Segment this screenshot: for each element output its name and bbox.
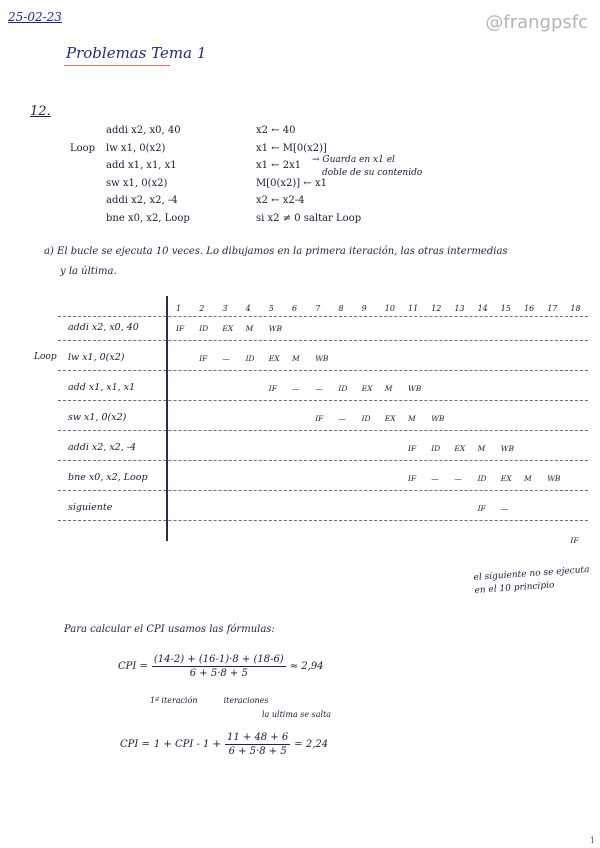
pipeline-stage: WB bbox=[408, 384, 422, 393]
cpi-formula-2 bbox=[120, 732, 328, 757]
pipeline-instruction: bne x0, x2, Loop bbox=[68, 472, 148, 483]
question-text-cont: y la última. bbox=[60, 266, 117, 277]
cycle-number: 9 bbox=[361, 304, 367, 313]
cpi-formula bbox=[118, 654, 324, 679]
pipeline-stage: ID bbox=[477, 474, 487, 483]
cpi-result: = 2,24 bbox=[294, 739, 329, 750]
cpi-label: CPI = bbox=[118, 661, 148, 672]
cycle-number: 5 bbox=[268, 304, 274, 313]
stage-separator bbox=[166, 296, 168, 541]
side-note-line: en el 10 principio bbox=[474, 580, 555, 597]
side-note-line: el siguiente no se ejecuta bbox=[473, 564, 590, 584]
pipeline-stage: WB bbox=[547, 474, 561, 483]
side-note bbox=[473, 564, 591, 598]
pipeline-stage: WB bbox=[268, 324, 283, 333]
pipeline-stage: ID bbox=[361, 414, 371, 423]
cycle-number: 1 bbox=[176, 304, 182, 313]
pipeline-stage: IF bbox=[477, 504, 486, 513]
pipeline-stage: IF bbox=[268, 384, 277, 393]
margin-note: → Guarda en x1 el doble de su contenido bbox=[312, 155, 423, 178]
cycle-number: 15 bbox=[500, 304, 511, 313]
code-instruction: add x1, x1, x1 bbox=[106, 160, 177, 171]
note-line: doble de su contenido bbox=[322, 168, 423, 178]
pipeline-stage: EX bbox=[222, 324, 234, 333]
pipeline-stage: IF bbox=[199, 354, 208, 363]
page-mark: 1 bbox=[590, 836, 596, 845]
cpi-annotations bbox=[150, 696, 269, 705]
pipeline-stage: ID bbox=[431, 444, 441, 453]
pipeline-instruction: add x1, x1, x1 bbox=[68, 382, 136, 393]
code-effect: x2 ← x2-4 bbox=[256, 195, 305, 206]
pipeline-instruction: siguiente bbox=[68, 502, 113, 513]
cpi-intro: Para calcular el CPI usamos las fórmulas: bbox=[64, 624, 275, 635]
pipeline-instruction: addi x2, x2, -4 bbox=[68, 442, 137, 453]
pipeline-stage: M bbox=[408, 414, 416, 423]
pipeline-stage: M bbox=[245, 324, 254, 333]
code-effect: M[0(x2)] ← x1 bbox=[256, 177, 327, 189]
pipeline-instruction: lw x1, 0(x2) bbox=[68, 352, 125, 363]
cycle-number: 3 bbox=[222, 304, 228, 313]
pipeline-stage: ID bbox=[338, 384, 348, 393]
cycle-number: 17 bbox=[547, 304, 558, 313]
cpi-annotation: la ultima se salta bbox=[262, 710, 332, 719]
pipeline-stage: EX bbox=[268, 354, 280, 363]
row-divider bbox=[58, 520, 588, 522]
code-instruction: sw x1, 0(x2) bbox=[106, 177, 168, 189]
cpi-numerator: 11 + 48 + 6 bbox=[226, 732, 289, 743]
page-title: Problemas Tema 1 bbox=[66, 44, 207, 62]
row-divider bbox=[58, 316, 588, 318]
pipeline-stage: ID bbox=[245, 354, 255, 363]
row-divider bbox=[58, 490, 588, 492]
code-effect: x1 ← M[0(x2)] bbox=[256, 142, 327, 154]
code-instruction: addi x2, x2, -4 bbox=[106, 195, 178, 206]
pipeline-stage: M bbox=[524, 474, 532, 483]
code-label bbox=[70, 175, 106, 193]
date-label: 25-02-23 bbox=[8, 10, 62, 24]
cpi-denominator: 6 + 5·8 + 5 bbox=[228, 746, 287, 757]
pipeline-stage: M bbox=[384, 384, 393, 393]
cycle-number: 10 bbox=[384, 304, 395, 313]
code-effect: si x2 ≠ 0 saltar Loop bbox=[256, 212, 362, 224]
pipeline-stage: IF bbox=[570, 536, 579, 545]
row-divider bbox=[58, 400, 588, 402]
pipeline-stage: WB bbox=[431, 414, 445, 423]
pipeline-instruction: addi x2, x0, 40 bbox=[68, 322, 139, 333]
pipeline-stage: — bbox=[431, 474, 439, 483]
pipeline-diagram bbox=[58, 296, 598, 546]
code-line bbox=[70, 210, 466, 228]
pipeline-stage: EX bbox=[384, 414, 396, 423]
code-effect: x1 ← 2x1 bbox=[256, 160, 302, 171]
pipeline-stage: IF bbox=[408, 444, 417, 453]
row-divider bbox=[58, 370, 588, 372]
loop-marker: Loop bbox=[34, 352, 57, 362]
code-effect: x2 ← 40 bbox=[256, 125, 296, 136]
cycle-number: 6 bbox=[292, 304, 298, 313]
pipeline-instruction: sw x1, 0(x2) bbox=[68, 412, 127, 423]
pipeline-stage: — bbox=[292, 384, 300, 393]
cpi-annotation: iteraciones bbox=[223, 696, 269, 705]
cpi-result: ≈ 2,94 bbox=[289, 661, 324, 672]
pipeline-stage: M bbox=[292, 354, 300, 363]
row-divider bbox=[58, 340, 588, 342]
cycle-number: 16 bbox=[524, 304, 535, 313]
pipeline-stage: EX bbox=[500, 474, 512, 483]
pipeline-stage: ID bbox=[199, 324, 209, 333]
code-instruction: lw x1, 0(x2) bbox=[106, 142, 166, 154]
cycle-number: 18 bbox=[570, 304, 581, 313]
code-label: Loop bbox=[70, 142, 96, 154]
cpi-fraction bbox=[152, 654, 286, 679]
cpi-label: CPI = bbox=[120, 739, 150, 750]
code-label bbox=[70, 192, 106, 210]
code-line bbox=[70, 192, 466, 210]
pipeline-stage: IF bbox=[315, 414, 324, 423]
cycle-number: 4 bbox=[245, 304, 251, 313]
code-label bbox=[70, 157, 106, 175]
note-line: Guarda en x1 el bbox=[322, 155, 395, 165]
pipeline-stage: IF bbox=[408, 474, 417, 483]
pipeline-stage: EX bbox=[361, 384, 373, 393]
cpi-fraction bbox=[225, 732, 290, 757]
cycle-number: 7 bbox=[315, 304, 321, 313]
pipeline-stage: — bbox=[338, 414, 346, 423]
pipeline-stage: M bbox=[477, 444, 486, 453]
watermark: @frangpsfc bbox=[485, 12, 588, 33]
code-line bbox=[70, 122, 466, 140]
cycle-number: 14 bbox=[477, 304, 488, 313]
cpi-annotation: 1ª iteración bbox=[150, 696, 198, 705]
code-label bbox=[70, 210, 106, 228]
cycle-number: 12 bbox=[431, 304, 442, 313]
row-divider bbox=[58, 460, 588, 462]
code-label bbox=[70, 122, 106, 140]
question-text: a) El bucle se ejecuta 10 veces. Lo dibujamos en la primera iteración, las otras intermedias bbox=[44, 246, 508, 257]
title-underline bbox=[64, 65, 170, 66]
pipeline-stage: WB bbox=[315, 354, 329, 363]
cycle-number: 2 bbox=[199, 304, 205, 313]
pipeline-stage: EX bbox=[454, 444, 466, 453]
pipeline-stage: — bbox=[315, 384, 323, 393]
cpi-expression: 1 + CPI - 1 + bbox=[153, 739, 221, 750]
pipeline-stage: WB bbox=[500, 444, 515, 453]
row-divider bbox=[58, 430, 588, 432]
pipeline-stage: — bbox=[500, 504, 509, 513]
cycle-number: 11 bbox=[408, 304, 419, 313]
code-instruction: bne x0, x2, Loop bbox=[106, 212, 190, 224]
cpi-denominator: 6 + 5·8 + 5 bbox=[189, 668, 248, 679]
cpi-numerator: (14-2) + (16-1)·8 + (18-6) bbox=[153, 654, 284, 665]
problem-number: 12. bbox=[30, 104, 51, 119]
cycle-number: 13 bbox=[454, 304, 465, 313]
pipeline-stage: IF bbox=[176, 324, 185, 333]
cycle-number: 8 bbox=[338, 304, 344, 313]
code-instruction: addi x2, x0, 40 bbox=[106, 125, 181, 136]
pipeline-stage: — bbox=[222, 354, 230, 363]
pipeline-stage: — bbox=[454, 474, 462, 483]
